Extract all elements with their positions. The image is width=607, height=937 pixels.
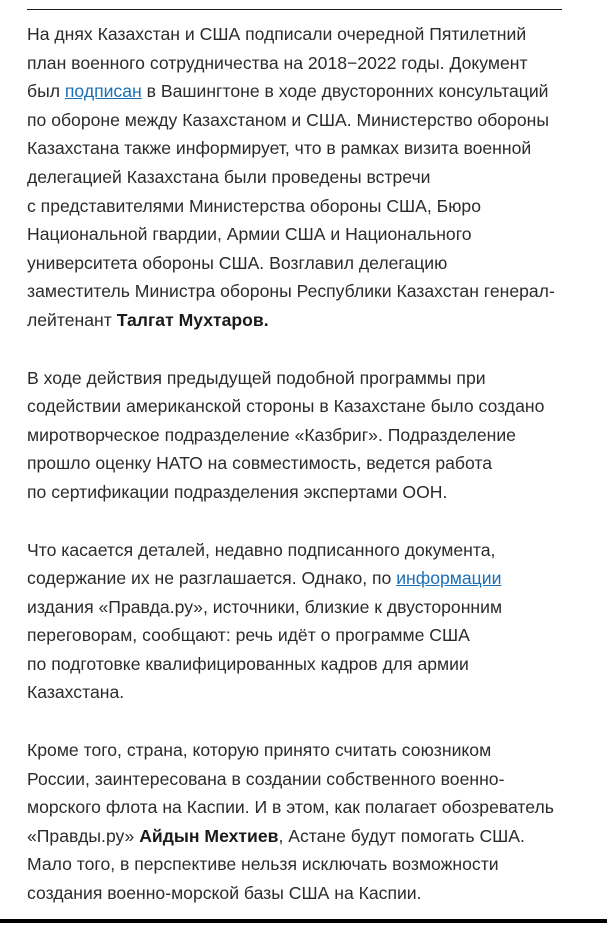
text-line <box>27 77 587 106</box>
text-line <box>27 736 587 765</box>
text-line <box>27 650 587 679</box>
top-divider <box>27 9 562 10</box>
text-line <box>27 163 587 192</box>
text-line <box>27 392 587 421</box>
text-segment: план военного сотрудничества на 2018−2022 годы. Документ <box>27 52 528 73</box>
text-line <box>27 564 587 593</box>
text-line <box>27 277 587 306</box>
text-line <box>27 879 587 908</box>
text-line <box>27 822 587 851</box>
text-segment: содержание их не разглашается. Однако, по <box>27 568 397 589</box>
text-segment: заместитель Министра обороны Республики Казахстан генерал- <box>27 281 555 302</box>
text-segment: Кроме того, страна, которую принято считать союзником <box>27 740 492 761</box>
text-line <box>27 192 587 221</box>
text-segment: университета обороны США. Возглавил делегацию <box>27 252 448 273</box>
text-segment: по подготовке квалифицированных кадров для армии <box>27 653 469 674</box>
inline-link[interactable]: информации <box>396 568 502 589</box>
text-segment: делегацией Казахстана были проведены встречи <box>27 166 431 187</box>
bold-name: Айдын Мехтиев <box>139 825 279 846</box>
text-segment: создания военно-морской базы США на Каспии. <box>27 883 422 904</box>
text-segment: «Правды.ру» <box>27 825 140 846</box>
text-segment: морского флота на Каспии. И в этом, как полагает обозреватель <box>27 797 554 818</box>
text-segment: издания «Правда.ру», источники, близкие к двусторонним <box>27 596 503 617</box>
text-segment: , Астане будут помогать США. <box>278 825 525 846</box>
text-line <box>27 421 587 450</box>
text-segment: содействии американской стороны в Казахстане было создано <box>27 396 545 417</box>
bottom-scroll-edge <box>0 919 607 923</box>
text-line <box>27 249 587 278</box>
paragraph-2 <box>27 364 587 507</box>
text-segment: России, заинтересована в создании собственного военно- <box>27 768 505 789</box>
text-line <box>27 765 587 794</box>
text-segment: миротворческое подразделение «Казбриг». Подразделение <box>27 424 516 445</box>
text-line <box>27 678 587 707</box>
inline-link[interactable]: подписан <box>64 81 142 102</box>
text-segment: Казахстана. <box>27 682 125 703</box>
text-segment: На днях Казахстан и США подписали очередной Пятилетний <box>27 24 527 44</box>
text-segment: В ходе действия предыдущей подобной программы при <box>27 367 486 388</box>
text-segment: по обороне между Казахстаном и США. Министерство обороны <box>27 109 549 130</box>
text-segment: по сертификации подразделения экспертами ООН. <box>27 481 448 502</box>
text-line <box>27 621 587 650</box>
text-line <box>27 306 587 335</box>
text-segment: переговорам, сообщают: речь идёт о программе США <box>27 625 470 646</box>
text-line <box>27 536 587 565</box>
text-segment: Что касается деталей, недавно подписанного документа, <box>27 539 496 560</box>
bold-name: Талгат Мухтаров. <box>116 309 269 330</box>
text-segment: прошло оценку НАТО на совместимость, ведется работа <box>27 453 493 474</box>
text-segment: в Вашингтоне в ходе двусторонних консультаций <box>141 81 549 102</box>
text-line <box>27 364 587 393</box>
paragraph-1 <box>27 20 587 335</box>
paragraph-3 <box>27 536 587 708</box>
paragraph-4 <box>27 736 587 908</box>
text-line <box>27 220 587 249</box>
text-line <box>27 593 587 622</box>
text-segment: Национальной гвардии, Армии США и Национального <box>27 224 472 245</box>
text-line <box>27 850 587 879</box>
text-segment: был <box>27 81 65 102</box>
text-line <box>27 106 587 135</box>
text-line <box>27 793 587 822</box>
text-line <box>27 49 587 78</box>
text-segment: с представителями Министерства обороны США, Бюро <box>27 195 481 216</box>
text-segment: Мало того, в перспективе нельзя исключать возможности <box>27 854 499 875</box>
text-line <box>27 20 587 49</box>
text-line <box>27 134 587 163</box>
text-segment: лейтенант <box>27 309 117 330</box>
article-body <box>27 20 587 937</box>
text-line <box>27 478 587 507</box>
text-line <box>27 449 587 478</box>
text-segment: Казахстана также информирует, что в рамках визита военной <box>27 138 532 159</box>
